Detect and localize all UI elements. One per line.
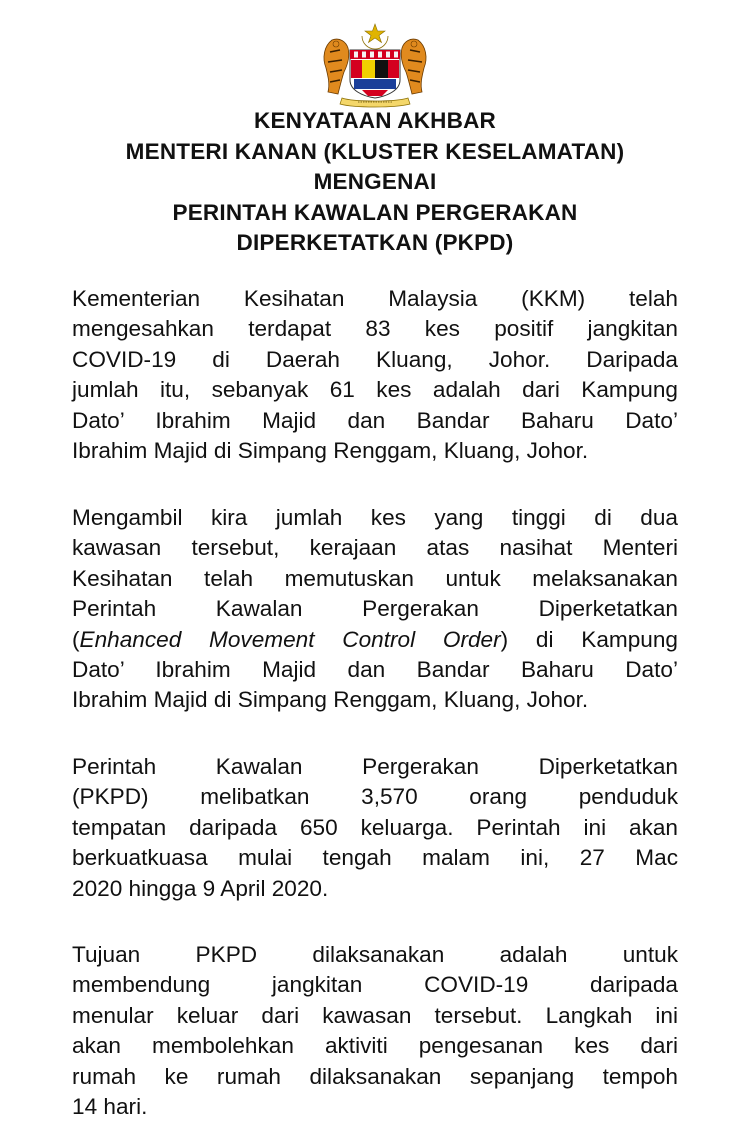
paragraph-line: Tujuan PKPD dilaksanakan adalah untuk bbox=[72, 942, 678, 967]
heading-line: PERINTAH KAWALAN PERGERAKAN bbox=[172, 199, 578, 225]
paragraph-line: berkuatkuasa mulai tengah malam ini, 27 Mac bbox=[72, 845, 678, 871]
open-paren: ( bbox=[72, 626, 80, 652]
heading-line: KENYATAAN AKHBAR bbox=[254, 108, 496, 133]
malaysia-coat-of-arms-icon bbox=[318, 22, 432, 108]
paragraph-line: 14 hari. bbox=[72, 1094, 148, 1120]
paragraph-line: Kesihatan telah memutuskan untuk melaksanakan bbox=[72, 565, 678, 591]
paragraph-line: Perintah Kawalan Pergerakan Diperketatkan bbox=[72, 596, 678, 622]
paragraph-line-with-italic bbox=[72, 625, 678, 655]
paragraph-line: Mengambil kira jumlah kes yang tinggi di dua bbox=[72, 505, 678, 530]
heading-line: MENGENAI bbox=[313, 169, 437, 194]
paragraph-line: Kementerian Kesihatan Malaysia (KKM) telah bbox=[72, 286, 678, 311]
paragraph-line: menular keluar dari kawasan tersebut. Langkah ini bbox=[72, 1002, 678, 1028]
paragraph-3 bbox=[72, 752, 678, 904]
press-statement-heading bbox=[40, 106, 710, 259]
paragraph-line: Perintah Kawalan Pergerakan Diperketatkan bbox=[72, 754, 678, 779]
paragraph-line: tempatan daripada 650 keluarga. Perintah ini akan bbox=[72, 814, 678, 840]
paragraph-line: COVID-19 di Daerah Kluang, Johor. Daripada bbox=[72, 346, 678, 372]
paragraph-line: Ibrahim Majid di Simpang Renggam, Kluang, Johor. bbox=[72, 687, 589, 713]
paragraph-line: membendung jangkitan COVID-19 daripada bbox=[72, 972, 678, 998]
heading-line: MENTERI KANAN (KLUSTER KESELAMATAN) bbox=[125, 138, 625, 164]
paragraph-4 bbox=[72, 940, 678, 1122]
paragraph-line: akan membolehkan aktiviti pengesanan kes dari bbox=[72, 1033, 678, 1059]
paragraph-line: mengesahkan terdapat 83 kes positif jangkitan bbox=[72, 316, 678, 342]
paragraph-line: Dato’ Ibrahim Majid dan Bandar Baharu Dato’ bbox=[72, 407, 678, 433]
paragraph-line: Ibrahim Majid di Simpang Renggam, Kluang, Johor. bbox=[72, 438, 589, 464]
paragraph-line: (PKPD) melibatkan 3,570 orang penduduk bbox=[72, 784, 678, 810]
line-rest: ) di Kampung bbox=[500, 626, 678, 652]
paragraph-line: Dato’ Ibrahim Majid dan Bandar Baharu Dato’ bbox=[72, 657, 678, 683]
paragraph-line: jumlah itu, sebanyak 61 kes adalah dari Kampung bbox=[72, 377, 678, 403]
paragraph-2 bbox=[72, 503, 678, 716]
italic-term: Enhanced Movement Control Order bbox=[79, 626, 501, 652]
paragraph-line: rumah ke rumah dilaksanakan sepanjang tempoh bbox=[72, 1063, 678, 1089]
paragraph-1 bbox=[72, 284, 678, 466]
heading-line: DIPERKETATKAN (PKPD) bbox=[236, 230, 514, 255]
paragraph-line: kawasan tersebut, kerajaan atas nasihat Menteri bbox=[72, 535, 678, 561]
paragraph-line: 2020 hingga 9 April 2020. bbox=[72, 875, 329, 901]
